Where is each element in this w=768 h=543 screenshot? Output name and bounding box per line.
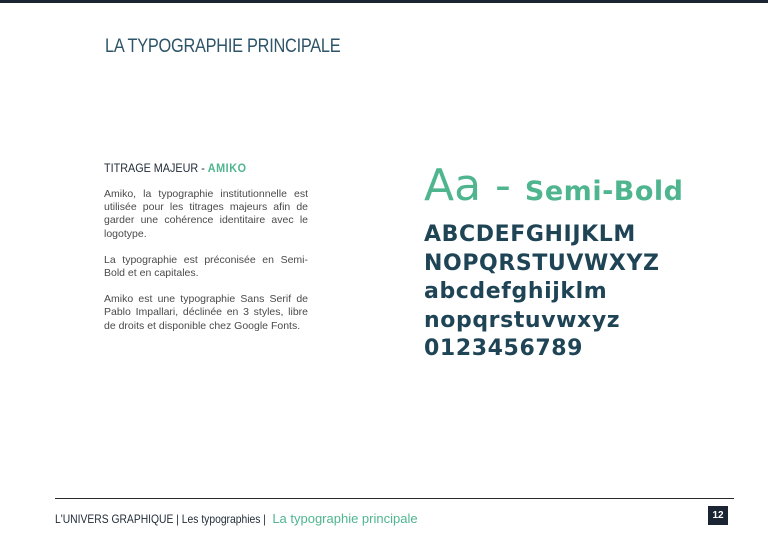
specimen-uppercase-2: NOPQRSTUVWXYZ [424, 250, 660, 276]
specimen-lowercase-2: nopqrstuvwxyz [424, 307, 621, 333]
footer-path [55, 512, 266, 526]
footer-separator: | [260, 512, 266, 526]
footer-section: L'UNIVERS GRAPHIQUE [55, 512, 174, 526]
paragraph: Amiko, la typographie institutionnelle est utilisée pour les titrages majeurs afin de garder une cohérence identitaire avec le logotype. [104, 188, 308, 240]
footer-breadcrumb [55, 511, 418, 526]
footer-current-page: La typographie principale [272, 511, 418, 526]
specimen-uppercase-1: ABCDEFGHIJKLM [424, 222, 636, 247]
specimen-header [424, 160, 684, 221]
footer-separator: | [173, 512, 182, 526]
specimen-lowercase-1: abcdefghijklm [424, 279, 608, 304]
top-bar [0, 0, 768, 3]
paragraph: La typographie est préconisée en Semi-Bold et en capitales. [104, 253, 308, 280]
page-number-badge: 12 [708, 506, 728, 525]
description-text [104, 188, 308, 346]
specimen-sample: Aa [424, 160, 482, 211]
page-title: LA TYPOGRAPHIE PRINCIPALE [105, 36, 341, 57]
specimen-digits: 0123456789 [424, 336, 584, 361]
paragraph: Amiko est une typographie Sans Serif de Pablo Impallari, déclinée en 3 styles, libre de droits et disponible chez Google Fonts. [104, 293, 308, 332]
footer-divider [55, 498, 734, 499]
section-heading-accent: AMIKO [207, 161, 247, 175]
footer-subsection: Les typographies [181, 512, 261, 526]
specimen-separator: - [481, 160, 525, 211]
font-specimen [424, 160, 684, 364]
section-heading [104, 161, 247, 175]
section-heading-prefix: TITRAGE MAJEUR - [104, 161, 208, 175]
specimen-weight: Semi-Bold [524, 176, 684, 207]
